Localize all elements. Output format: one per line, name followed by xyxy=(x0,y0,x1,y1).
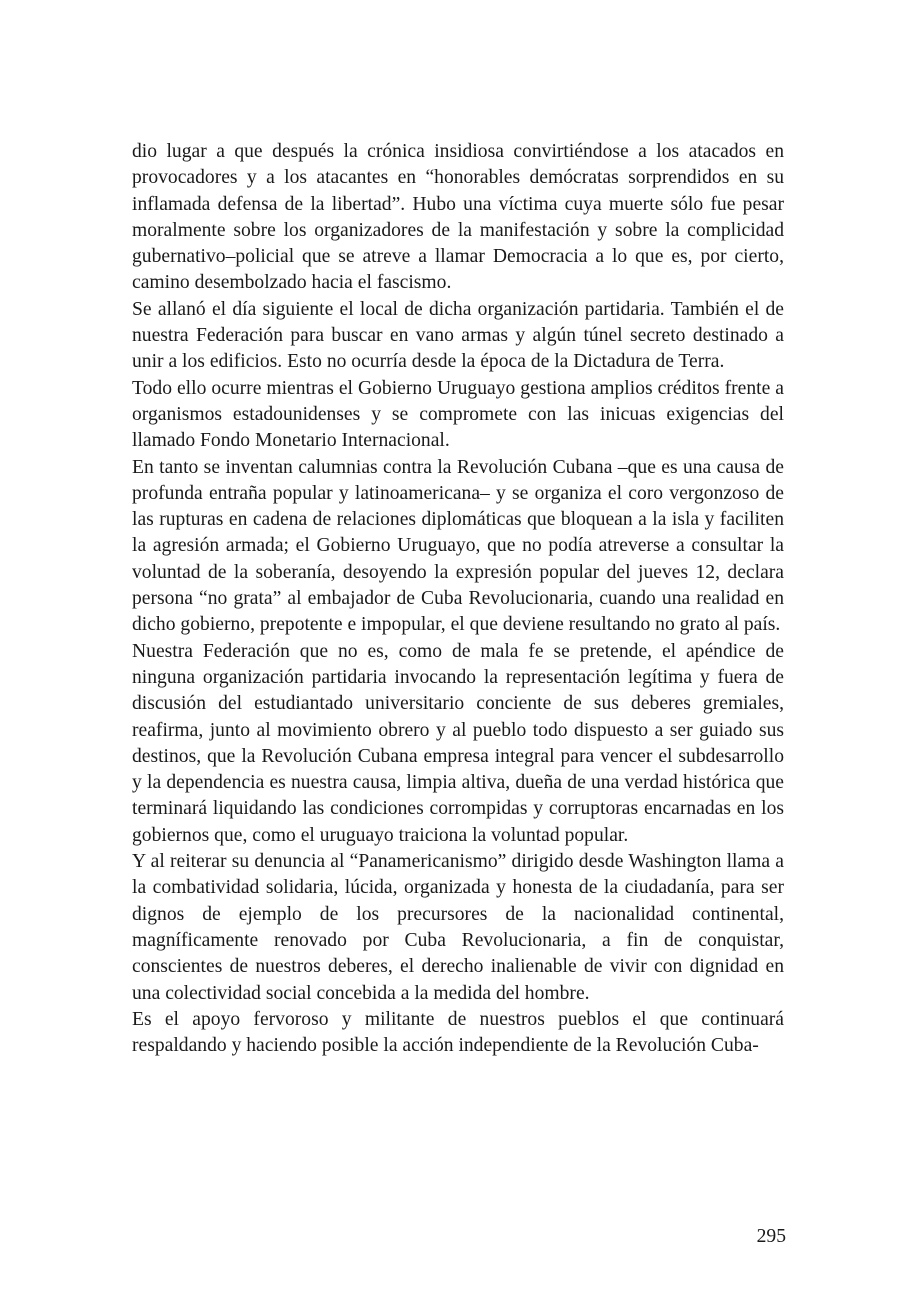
body-text xyxy=(132,139,784,1059)
page-number: 295 xyxy=(756,1226,786,1247)
paragraph-4: En tanto se inventan calumnias contra la Revolución Cubana –que es una causa de profunda entraña popular y latinoamericana– y se organiza el coro vergonzoso de las rupturas en cadena de relaciones diplomáticas que bloquean a la isla y faciliten la agresión armada; el Gobierno Uruguayo, que no podía atreverse a consultar la voluntad de la soberanía, desoyendo la expresión popular del jueves 12, declara persona “no grata” al embajador de Cuba Revolucionaria, cuando una realidad en dicho gobierno, prepotente e impopular, el que deviene resultando no grato al país. xyxy=(132,456,784,636)
paragraph-2: Se allanó el día siguiente el local de dicha organización partidaria. También el de nuestra Federación para buscar en vano armas y algún túnel secreto destinado a unir a los edificios. Esto no ocurría desde la época de la Dictadura de Terra. xyxy=(132,298,784,373)
paragraph-1: dio lugar a que después la crónica insidiosa convirtiéndose a los atacados en provocadores y a los atacantes en “honorables demócratas sorprendidos en su inflamada defensa de la libertad”. Hubo una víctima cuya muerte sólo fue pesar moralmente sobre los organizadores de la manifestación y sobre la complicidad gubernativo–policial que se atreve a llamar Democracia a lo que es, por cierto, camino desembolzado hacia el fascismo. xyxy=(132,141,784,294)
paragraph-5: Nuestra Federación que no es, como de mala fe se pretende, el apéndice de ninguna organización partidaria invocando la representación legítima y fuera de discusión del estudiantado universitario conciente de sus deberes gremiales, reafirma, junto al movimiento obrero y al pueblo todo dispuesto a ser guiado sus destinos, que la Revolución Cubana empresa integral para vencer el subdesarrollo y la dependencia es nuestra causa, limpia altiva, dueña de una verdad histórica que terminará liquidando las condiciones corrompidas y corruptoras encarnadas en los gobiernos que, como el uruguayo traiciona la voluntad popular. xyxy=(132,640,784,846)
paragraph-3: Todo ello ocurre mientras el Gobierno Uruguayo gestiona amplios créditos frente a organismos estadounidenses y se compromete con las inicuas exigencias del llamado Fondo Monetario Internacional. xyxy=(132,377,784,452)
paragraph-7: Es el apoyo fervoroso y militante de nuestros pueblos el que continuará respaldando y haciendo posible la acción independiente de la Revolución Cuba- xyxy=(132,1008,784,1057)
paragraph-6: Y al reiterar su denuncia al “Panamericanismo” dirigido desde Washington llama a la combatividad solidaria, lúcida, organizada y honesta de la ciudadanía, para ser dignos de ejemplo de los precursores de la nacionalidad continental, magníficamente renovado por Cuba Revolucionaria, a fin de conquistar, conscientes de nuestros deberes, el derecho inalienable de vivir con dignidad en una colectividad social concebida a la medida del hombre. xyxy=(132,851,784,1004)
